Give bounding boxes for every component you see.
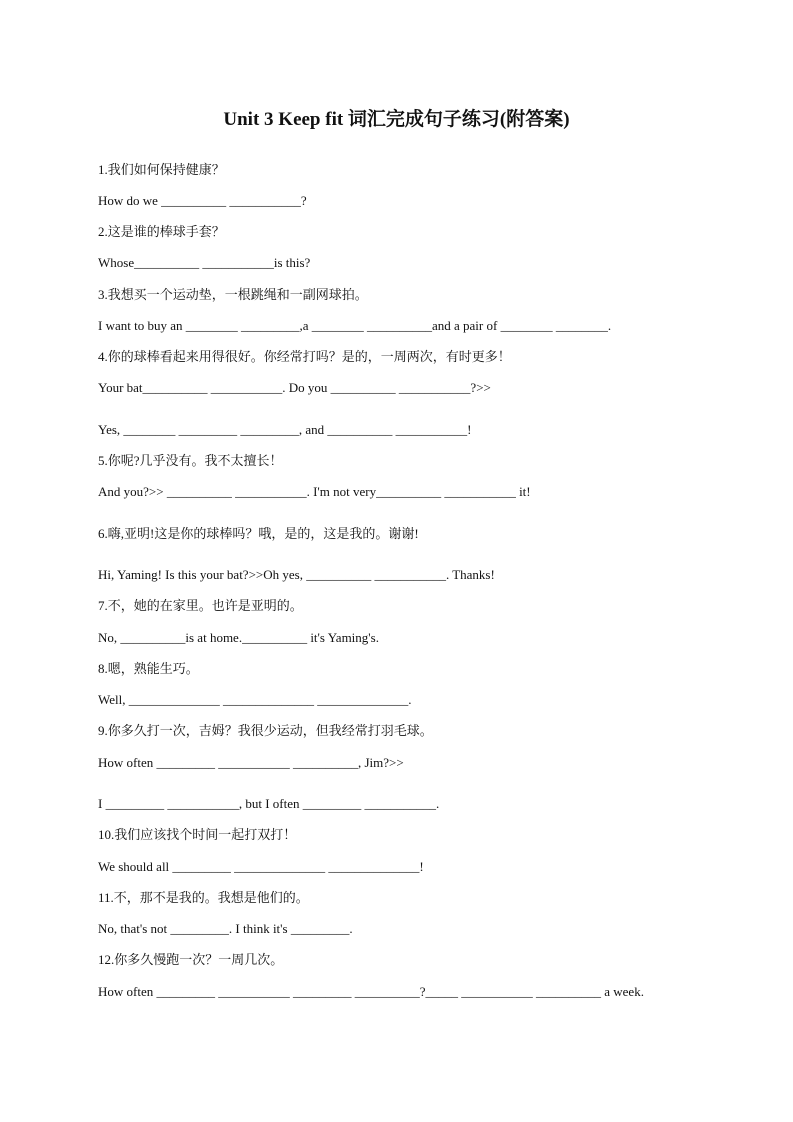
- question-4-sentence: Your bat__________ ___________. Do you __________ ___________?>>: [98, 380, 491, 395]
- question-11-sentence: No, that's not _________. I think it's _________.: [98, 921, 353, 936]
- question-1-sentence: How do we __________ ___________?: [98, 193, 307, 208]
- question-5-sentence: And you?>> __________ ___________. I'm not very__________ ___________ it!: [98, 484, 531, 499]
- page-title: Unit 3 Keep fit 词汇完成句子练习(附答案): [223, 109, 570, 130]
- question-9-prompt: 9.你多久打一次，吉姆？我很少运动，但我经常打羽毛球。: [98, 723, 433, 738]
- question-11-prompt: 11.不，那不是我的。我想是他们的。: [98, 890, 309, 905]
- question-3-sentence: I want to buy an ________ _________,a ________ __________and a pair of ________ ________.: [98, 318, 612, 333]
- question-2-sentence: Whose__________ ___________is this?: [98, 255, 311, 270]
- question-4-prompt: 4.你的球棒看起来用得很好。你经常打吗？是的，一周两次，有时更多！: [98, 349, 511, 364]
- question-7-prompt: 7.不，她的在家里。也许是亚明的。: [98, 598, 303, 613]
- question-8-prompt: 8.嗯，熟能生巧。: [98, 661, 199, 676]
- question-6-prompt: 6.嗨,亚明!这是你的球棒吗？哦，是的，这是我的。谢谢!: [98, 526, 419, 541]
- question-5-prompt: 5.你呢?几乎没有。我不太擅长！: [98, 453, 283, 468]
- question-4-answer-line: Yes, ________ _________ _________, and __________ ___________!: [98, 422, 472, 437]
- question-12-sentence: How often _________ ___________ _________ __________?_____ ___________ __________ a week.: [98, 984, 644, 999]
- question-3-prompt: 3.我想买一个运动垫，一根跳绳和一副网球拍。: [98, 287, 368, 302]
- question-2-prompt: 2.这是谁的棒球手套？: [98, 224, 225, 239]
- question-9-sentence: How often _________ ___________ __________, Jim?>>: [98, 755, 404, 770]
- question-9-answer-line: I _________ ___________, but I often _________ ___________.: [98, 796, 440, 811]
- question-6-sentence: Hi, Yaming! Is this your bat?>>Oh yes, __________ ___________. Thanks!: [98, 567, 495, 582]
- question-10-prompt: 10.我们应该找个时间一起打双打！: [98, 827, 297, 842]
- question-7-sentence: No, __________is at home.__________ it's Yaming's.: [98, 630, 379, 645]
- question-1-prompt: 1.我们如何保持健康？: [98, 162, 225, 177]
- question-10-sentence: We should all _________ ______________ ______________!: [98, 859, 424, 874]
- question-12-prompt: 12.你多久慢跑一次？一周几次。: [98, 952, 284, 967]
- question-8-sentence: Well, ______________ ______________ ______________.: [98, 692, 412, 707]
